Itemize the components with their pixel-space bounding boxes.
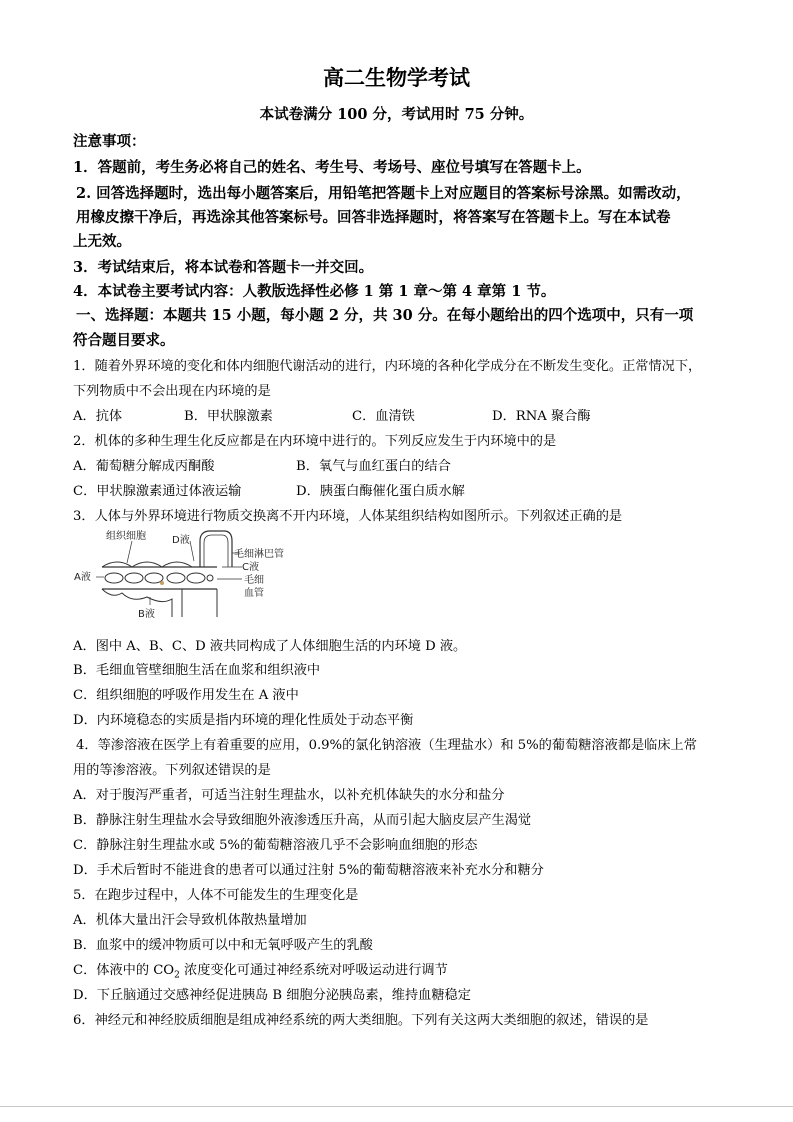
page-bottom-divider [0,1106,793,1107]
question-3-stem: 3．人体与外界环境进行物质交换离不开内环境，人体某组织结构如图所示。下列叙述正确的是 [73,509,623,524]
question-1-option-a: A．抗体 [73,409,123,424]
label-tissue-cell: 组织细胞 [106,531,146,542]
question-1-stem-cont: 下列物质中不会出现在内环境的是 [73,384,271,399]
question-1-stem: 1．随着外界环境的变化和体内细胞代谢活动的进行，内环境的各种化学成分在不断发生变化。正常情况下， [73,359,702,374]
question-2-option-b: B．氧气与血红蛋白的结合 [296,459,451,474]
question-3-option-d: D．内环境稳态的实质是指内环境的理化性质处于动态平衡 [73,713,414,728]
question-5-option-d: D．下丘脑通过交感神经促进胰岛 B 细胞分泌胰岛素，维持血糖稳定 [73,988,471,1003]
exam-title: 高二生物学考试 [323,66,470,90]
question-5-option-c-post: 浓度变化可通过神经系统对呼吸运动进行调节 [179,963,448,978]
question-4-stem-cont: 用的等渗溶液。下列叙述错误的是 [73,763,271,778]
question-2-option-a: A．葡萄糖分解成丙酮酸 [73,459,215,474]
label-b-fluid: B液 [138,609,155,620]
question-6-stem: 6．神经元和神经胶质细胞是组成神经系统的两大类细胞。下列有关这两大类细胞的叙述，错误的是 [73,1013,649,1028]
question-3-option-a: A．图中 A、B、C、D 液共同构成了人体细胞生活的内环境 D 液。 [73,639,467,654]
notice-heading: 注意事项： [73,133,146,150]
label-c-fluid: C液 [242,562,259,573]
section-heading: 一、选择题：本题共 15 小题，每小题 2 分，共 30 分。在每小题给出的四个选项中，只有一项 [76,307,694,324]
notice-item: 2. 回答选择题时，选出每小题答案后，用铅笔把答题卡上对应题目的答案标号涂黑。如需改动， [76,185,691,202]
notice-item: 1．答题前，考生务必将自己的姓名、考生号、考场号、座位号填写在答题卡上。 [73,159,591,176]
label-d-fluid: D液 [172,535,190,546]
question-1-option-d: D．RNA 聚合酶 [492,409,591,424]
question-5-option-c-pre: C．体液中的 CO [73,963,175,978]
question-5-stem: 5．在跑步过程中，人体不可能发生的生理变化是 [73,888,359,903]
tissue-structure-diagram [72,527,312,627]
question-2-option-d: D．胰蛋白酶催化蛋白质水解 [296,484,465,499]
question-3-option-b: B．毛细血管壁细胞生活在血浆和组织液中 [73,663,321,678]
notice-item: 上无效。 [73,233,131,250]
label-lymph-capillary: 毛细淋巴管 [234,549,284,560]
question-5-option-c [73,959,448,981]
question-4-option-b: B．静脉注射生理盐水会导致细胞外液渗透压升高，从而引起大脑皮层产生渴觉 [73,813,532,828]
question-5-option-a: A．机体大量出汗会导致机体散热量增加 [73,913,307,928]
question-1-option-b: B．甲状腺激素 [184,409,273,424]
co2-subscript: 2 [174,970,180,981]
question-4-option-c: C．静脉注射生理盐水或 5%的葡萄糖溶液几乎不会影响血细胞的形态 [73,838,478,853]
question-1-option-c: C．血清铁 [352,409,415,424]
question-3-option-c: C．组织细胞的呼吸作用发生在 A 液中 [73,688,299,703]
exam-subtitle: 本试卷满分 100 分，考试用时 75 分钟。 [259,106,534,123]
section-heading-cont: 符合题目要求。 [73,332,175,349]
question-2-option-c: C．甲状腺激素通过体液运输 [73,484,242,499]
label-a-fluid: A液 [74,572,91,583]
question-2-stem: 2．机体的多种生理生化反应都是在内环境中进行的。下列反应发生于内环境中的是 [73,434,557,449]
question-4-stem: 4．等渗溶液在医学上有着重要的应用，0.9%的氯化钠溶液（生理盐水）和 5%的葡萄糖溶液都是临床上常 [76,738,697,753]
label-capillary-1: 毛细 [244,575,264,586]
notice-item: 3．考试结束后，将本试卷和答题卡一并交回。 [73,259,374,276]
question-4-option-a: A．对于腹泻严重者，可适当注射生理盐水，以补充机体缺失的水分和盐分 [73,788,505,803]
notice-item: 用橡皮擦干净后，再选涂其他答案标号。回答非选择题时，将答案写在答题卡上。写在本试卷 [76,209,671,226]
question-4-option-d: D．手术后暂时不能进食的患者可以通过注射 5%的葡萄糖溶液来补充水分和糖分 [73,863,544,878]
question-5-option-b: B．血浆中的缓冲物质可以中和无氧呼吸产生的乳酸 [73,938,373,953]
notice-item: 4．本试卷主要考试内容：人教版选择性必修 1 第 1 章～第 4 章第 1 节。 [73,283,556,300]
label-capillary-2: 血管 [244,588,264,599]
